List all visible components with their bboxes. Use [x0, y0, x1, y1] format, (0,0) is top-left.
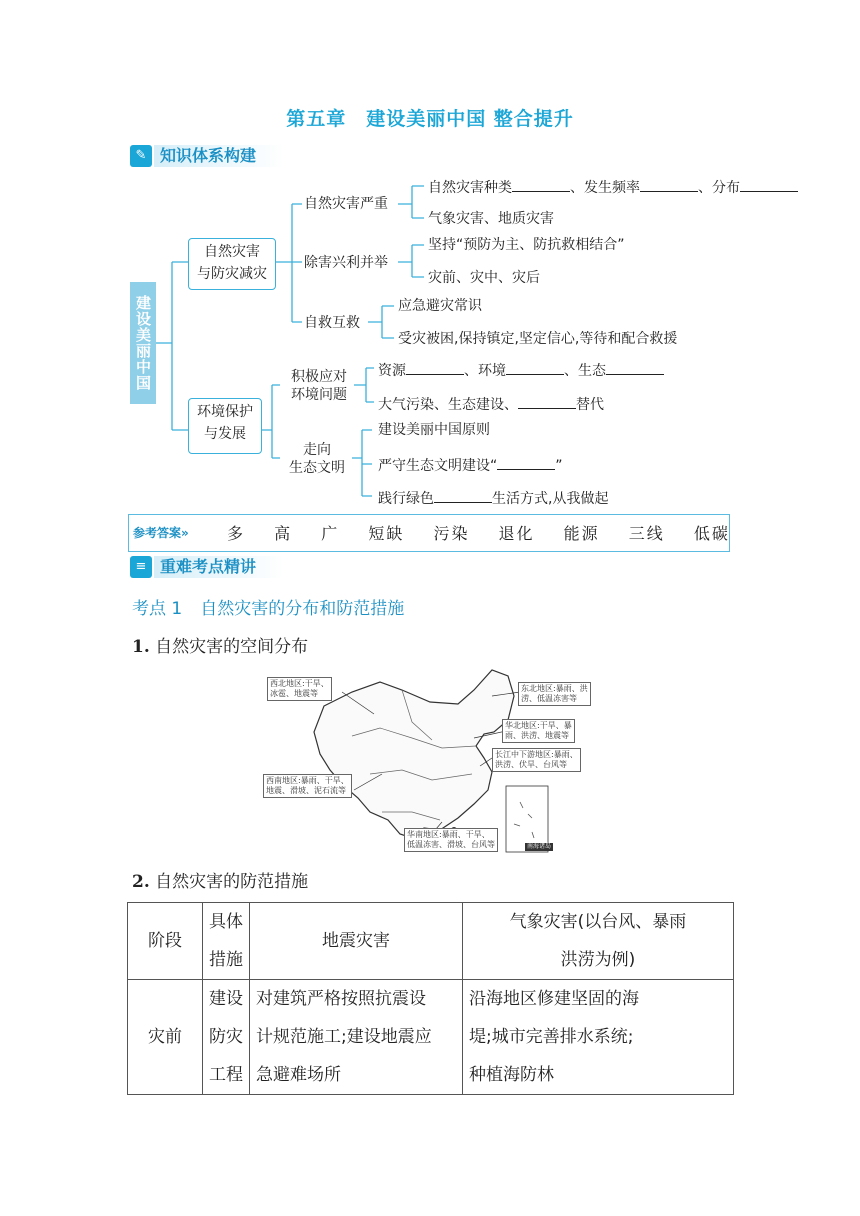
kaodian-number: 考点 1 [132, 599, 183, 619]
kaodian-title: 自然灾害的分布和防范措施 [200, 599, 405, 619]
leaf-three-lines [378, 455, 563, 475]
map-label-southwest [263, 774, 352, 798]
cell-earthquake [250, 980, 463, 1095]
answer-item: 多 [227, 524, 246, 543]
cell-line: 建设 [209, 989, 243, 1009]
subhead-text: 自然灾害的防范措施 [155, 872, 309, 892]
leaf-emergency-knowledge: 应急避灾常识 [398, 298, 482, 314]
answer-blank [740, 177, 798, 192]
answer-item: 污染 [433, 524, 470, 543]
answer-blank [497, 455, 555, 470]
header-line: 具体 [209, 912, 243, 932]
subhead-number: 2. [132, 872, 150, 892]
page-title: 第五章 建设美丽中国 整合提升 [286, 108, 574, 130]
map-label-line: 西南地区:暴雨、干旱、 [266, 776, 349, 785]
leaf-text: 、环境 [464, 363, 506, 379]
map-label-north [502, 719, 575, 743]
cell-line: 计规范施工;建设地震应 [256, 1027, 432, 1047]
header-weather [463, 903, 734, 980]
leaf-text: 践行绿色 [378, 491, 434, 507]
leaf-text: 、发生频率 [570, 180, 640, 196]
answer-values [227, 521, 752, 544]
sub-line-1: 积极应对 [291, 369, 347, 385]
section-icon: ✎ [130, 145, 152, 167]
map-label-northeast [518, 682, 591, 706]
leaf-text: 大气污染、生态建设、 [378, 397, 518, 413]
leaf-text: 、分布 [698, 180, 740, 196]
leaf-disaster-kinds: 气象灾害、地质灾害 [428, 211, 554, 227]
leaf-text: 资源 [378, 363, 406, 379]
leaf-trapped-advice: 受灾被困,保持镇定,坚定信心,等待和配合救援 [398, 331, 678, 347]
answer-item: 三线 [628, 524, 665, 543]
map-label-line: 东北地区:暴雨、洪 [521, 684, 588, 693]
answer-item: 广 [321, 524, 340, 543]
map-label-line: 低温冻害、滑坡、台风等 [407, 840, 495, 849]
header-line: 气象灾害(以台风、暴雨 [509, 912, 687, 932]
cell-line: 种植海防林 [469, 1065, 554, 1085]
node-line-1: 环境保护 [197, 404, 253, 420]
cell-line: 急避难场所 [256, 1065, 341, 1085]
map-label-line: 西北地区:干旱、 [270, 679, 329, 688]
leaf-resource-problems [378, 360, 664, 380]
table-header-row [128, 903, 734, 980]
leaf-text: ” [555, 458, 563, 474]
mindmap-connectors [0, 0, 860, 520]
answer-label: 参考答案» [133, 526, 189, 540]
map-label-northwest [267, 677, 332, 701]
table-row [128, 980, 734, 1095]
leaf-text: 替代 [576, 397, 604, 413]
header-measure [203, 903, 250, 980]
answer-blank [606, 360, 664, 375]
subhead-text: 自然灾害的空间分布 [155, 637, 309, 657]
sub-prevent-benefit: 除害兴利并举 [304, 255, 388, 271]
answer-blank [434, 488, 492, 503]
node-line-1: 自然灾害 [204, 244, 260, 260]
layers-icon: ≡ [130, 556, 152, 578]
node-line-2: 与防灾减灾 [197, 266, 267, 282]
cell-line: 工程 [209, 1065, 243, 1085]
cell-stage: 灾前 [128, 980, 203, 1095]
section-label: 知识体系构建 [160, 146, 257, 165]
answer-blank [518, 394, 576, 409]
leaf-pollution [378, 394, 604, 414]
answer-item: 高 [274, 524, 293, 543]
cell-measure [203, 980, 250, 1095]
mindmap-root: 建设美丽中国 [130, 282, 156, 404]
answer-box [128, 514, 730, 552]
map-label-line: 地震、滑坡、泥石流等 [266, 786, 346, 795]
leaf-stages: 灾前、灾中、灾后 [428, 270, 540, 286]
map-label-line: 长江中下游地区:暴雨、 [495, 750, 578, 759]
prevention-table [127, 902, 734, 1095]
answer-item: 能源 [563, 524, 600, 543]
answer-item: 短缺 [368, 524, 405, 543]
header-line: 措施 [209, 950, 243, 970]
leaf-prevention-policy: 坚持“预防为主、防抗救相结合” [428, 237, 625, 253]
sub-line-1: 走向 [303, 442, 331, 458]
sub-self-rescue: 自救互救 [304, 315, 360, 331]
map-label-line: 华南地区:暴雨、干旱、 [407, 830, 490, 839]
answer-item: 低碳 [693, 524, 730, 543]
leaf-text: 、生态 [564, 363, 606, 379]
leaf-principle: 建设美丽中国原则 [378, 422, 490, 438]
map-label-south [404, 828, 498, 852]
answer-blank [406, 360, 464, 375]
subhead-number: 1. [132, 637, 150, 657]
cell-line: 防灾 [209, 1027, 243, 1047]
answer-blank [512, 177, 570, 192]
cell-line: 堤;城市完善排水系统; [469, 1027, 634, 1047]
subhead-distribution [132, 632, 308, 657]
sub-line-2: 生态文明 [289, 460, 345, 476]
node-environment [188, 398, 262, 454]
leaf-text: 严守生态文明建设“ [378, 458, 498, 474]
subhead-prevention [132, 867, 308, 892]
section-header-keypoints [130, 555, 290, 579]
header-stage: 阶段 [128, 903, 203, 980]
answer-item: 退化 [498, 524, 535, 543]
sub-ecological-civilization [284, 441, 350, 477]
cell-line: 沿海地区修建坚固的海 [469, 989, 639, 1009]
section-label: 重难考点精讲 [160, 557, 257, 576]
map-inset-label: 南海诸岛 [527, 843, 552, 850]
map-label-line: 洪涝、伏旱、台风等 [495, 760, 567, 769]
leaf-disaster-types [428, 177, 798, 197]
map-label-line: 冰雹、地震等 [270, 689, 318, 698]
answer-blank [640, 177, 698, 192]
sub-line-2: 环境问题 [291, 387, 347, 403]
map-label-line: 雨、洪涝、地震等 [505, 731, 569, 740]
header-line: 洪涝为例) [560, 950, 636, 970]
leaf-green-life [378, 488, 608, 508]
leaf-text: 自然灾害种类 [428, 180, 512, 196]
node-line-2: 与发展 [204, 426, 246, 442]
cell-weather [463, 980, 734, 1095]
leaf-text: 生活方式,从我做起 [492, 491, 609, 507]
header-earthquake: 地震灾害 [250, 903, 463, 980]
map-label-line: 华北地区:干旱、暴 [505, 721, 572, 730]
cell-line: 对建筑严格按照抗震设 [256, 989, 426, 1009]
sub-disaster-severe: 自然灾害严重 [304, 196, 388, 212]
sub-environment-problems [286, 368, 352, 404]
kaodian-heading [132, 594, 404, 619]
answer-blank [506, 360, 564, 375]
map-label-line: 涝、低温冻害等 [521, 694, 577, 703]
map-label-yangtze [492, 748, 581, 772]
node-natural-disaster [188, 238, 276, 290]
